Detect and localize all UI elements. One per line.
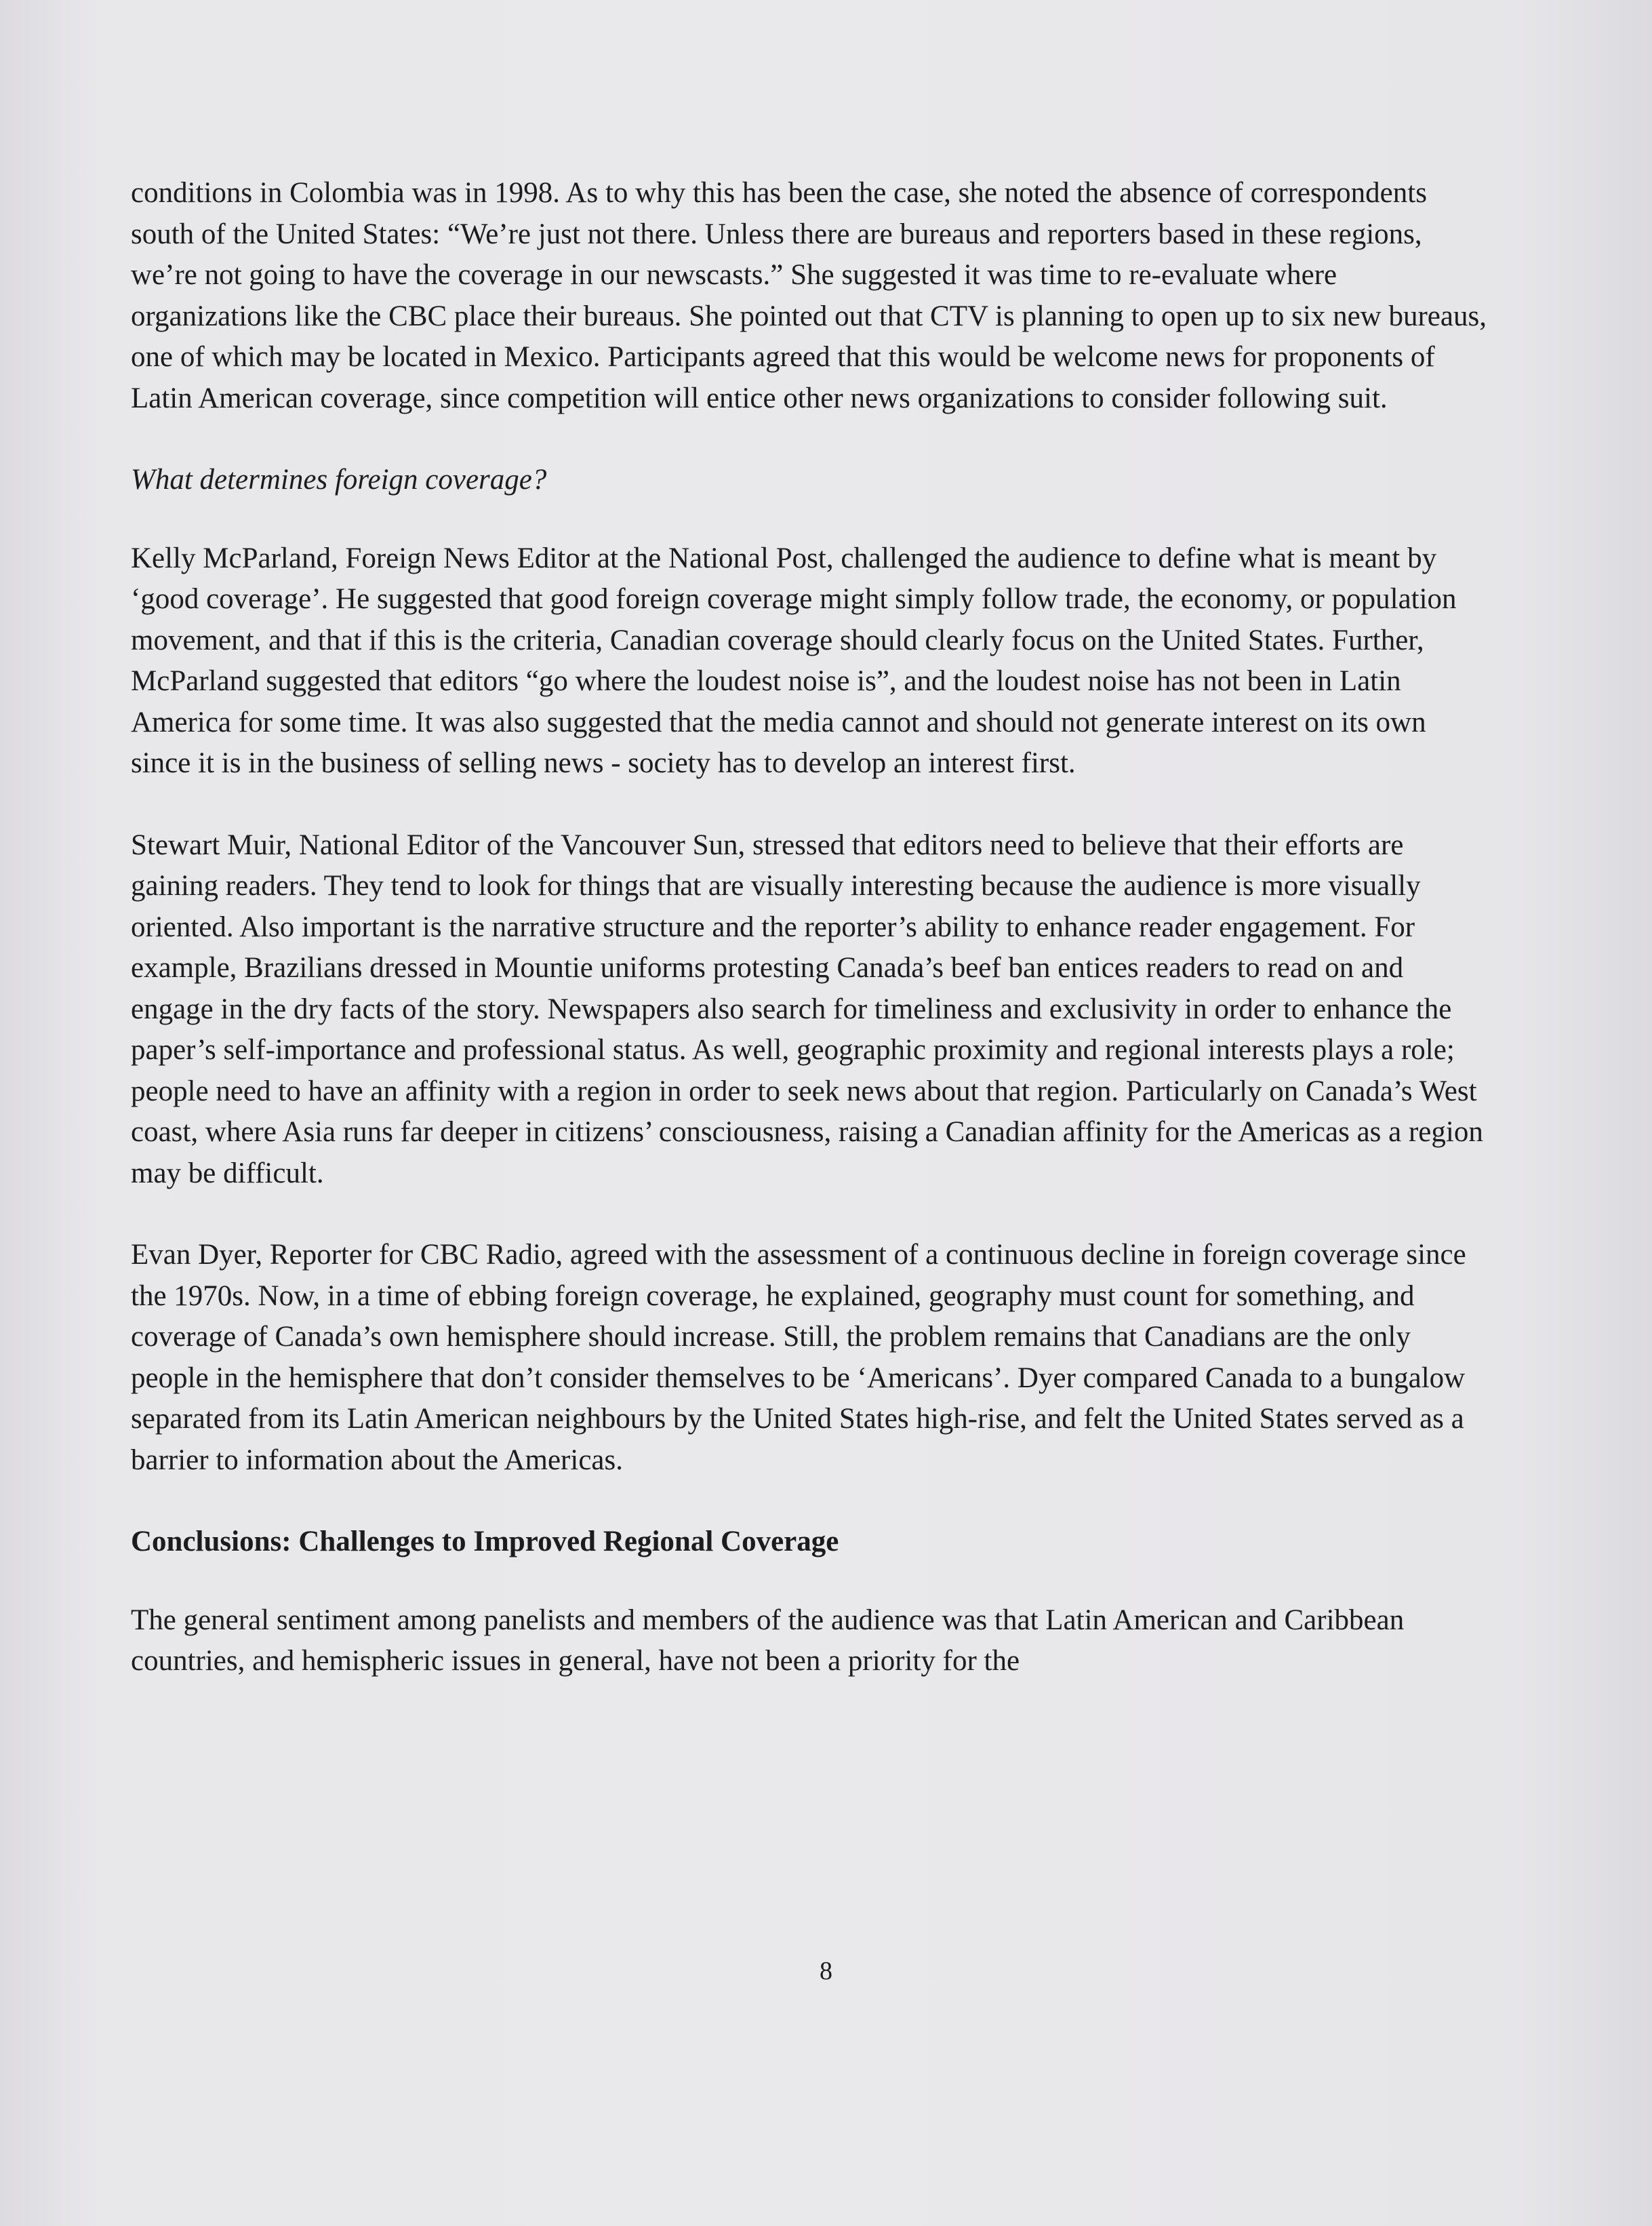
subheading-foreign-coverage: What determines foreign coverage?: [131, 464, 547, 496]
paragraph-muir: Stewart Muir, National Editor of the Vancouver Sun, stressed that editors need to believe that their efforts are gaining readers. They tend to look for things that are visually interesting because the audience is more visually oriented. Also important is the narrative structure and the reporter’s ability to enhance reader engagement. For example, Brazilians dressed in Mountie uniforms protesting Canada’s beef ban entices readers to read on and engage in the dry facts of the story. Newspapers also search for timeliness and exclusivity in order to enhance the paper’s self-importance and professional status. As well, geographic proximity and regional interests plays a role; people need to have an affinity with a region in order to seek news about that region. Particularly on Canada’s West coast, where Asia runs far deeper in citizens’ consciousness, raising a Canadian affinity for the Americas as a region may be difficult.: [131, 829, 1483, 1189]
body-text-column: [131, 173, 1487, 1682]
page-number: 8: [820, 1957, 832, 1985]
paragraph-dyer: Evan Dyer, Reporter for CBC Radio, agreed with the assessment of a continuous decline in foreign coverage since the 1970s. Now, in a time of ebbing foreign coverage, he explained, geography must count for something, and coverage of Canada’s own hemisphere should increase. Still, the problem remains that Canadians are the only people in the hemisphere that don’t consider themselves to be ‘Americans’. Dyer compared Canada to a bungalow separated from its Latin American neighbours by the United States high-rise, and felt the United States served as a barrier to information about the Americas.: [131, 1239, 1466, 1476]
paragraph-colombia-bureaus: conditions in Colombia was in 1998. As to why this has been the case, she noted the absence of correspondents south of the United States: “We’re just not there. Unless there are bureaus and reporters based in these regions, we’re not going to have the coverage in our newscasts.” She suggested it was time to re-evaluate where organizations like the CBC place their bureaus. She pointed out that CTV is planning to open up to six new bureaus, one of which may be located in Mexico. Participants agreed that this would be welcome news for proponents of Latin American coverage, since competition will entice other news organizations to consider following suit.: [131, 177, 1487, 414]
paragraph-mcparland: Kelly McParland, Foreign News Editor at the National Post, challenged the audience to define what is meant by ‘good coverage’. He suggested that good foreign coverage might simply follow trade, the economy, or population movement, and that if this is the criteria, Canadian coverage should clearly focus on the United States. Further, McParland suggested that editors “go where the loudest noise is”, and the loudest noise has not been in Latin America for some time. It was also suggested that the media cannot and should not generate interest on its own since it is in the business of selling news - society has to develop an interest first.: [131, 542, 1457, 779]
heading-conclusions: Conclusions: Challenges to Improved Regional Coverage: [131, 1526, 839, 1557]
paragraph-general-sentiment: The general sentiment among panelists and members of the audience was that Latin American and Caribbean countries, and hemispheric issues in general, have not been a priority for the: [131, 1604, 1405, 1677]
